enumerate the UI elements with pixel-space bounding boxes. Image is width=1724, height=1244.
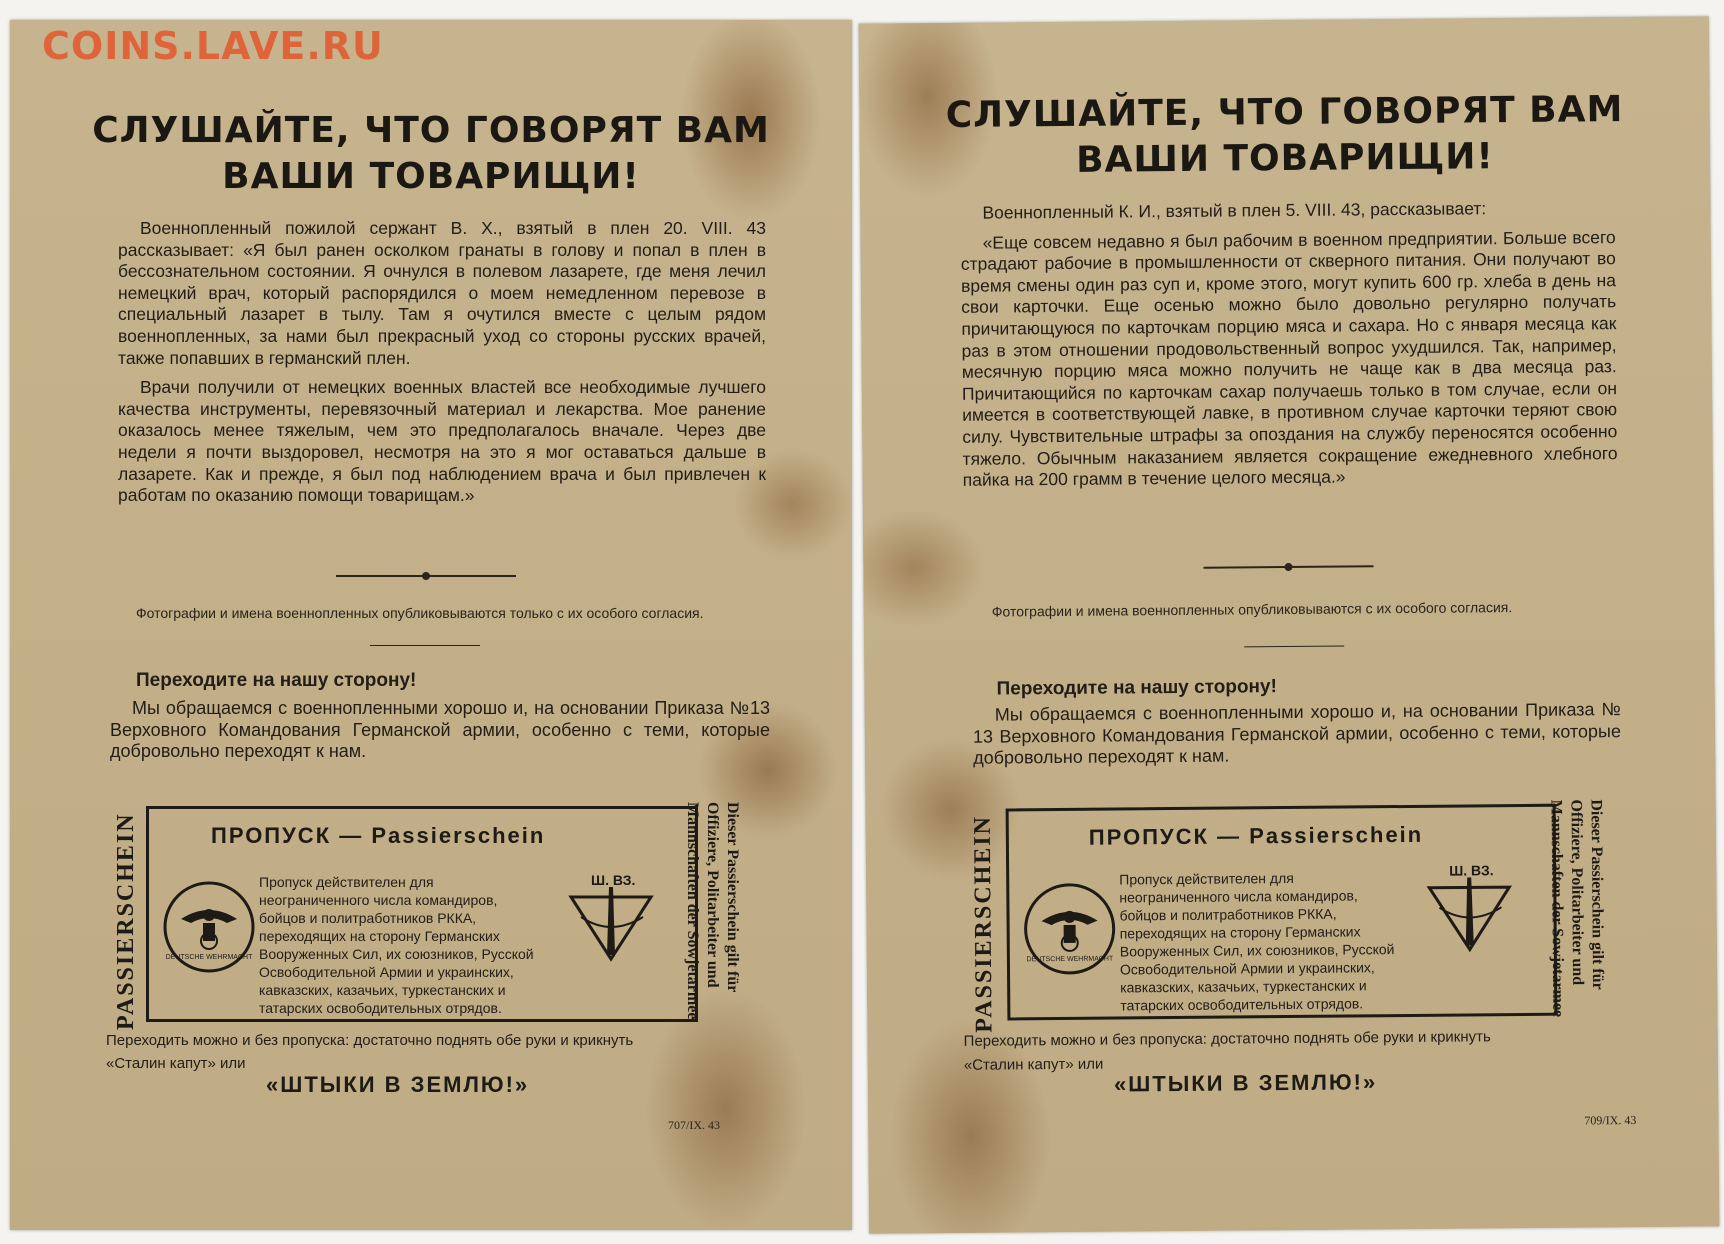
call-heading: Переходите на нашу сторону! [136,670,417,691]
leaflet-code: 707/IX. 43 [668,1118,720,1132]
ornamental-divider [1203,565,1373,568]
headline [859,86,1710,185]
pass-box [146,806,698,1022]
call-body: Мы обращаемся с военнопленными хорошо и, на основании Приказа № 13 Верховного Командования Германской армии, особенно с теми, которые добровольно переходят к нам. [972,699,1622,768]
short-rule [1244,646,1344,648]
emblem-caption: DEUTSCHE WEHRMACHT [1026,955,1114,964]
emblem2-caption: Ш. ВЗ. [591,872,636,888]
pass-text: Пропуск действителен для неограниченного числа командиров, бойцов и политработников РККА, переходящих на сторону Германских Вооруженных Сил, их союзников, Русской Освободительной Армии и украинских, кавказских, казачьих, туркестанских и татарских освободительных отрядов. [1119,869,1395,1014]
consent-note: Фотографии и имена военнопленных опубликовываются с их особого согласия. [991,599,1513,620]
testimony-paragraph-1: Военнопленный пожилой сержант В. Х., взятый в плен 20. VIII. 43 рассказывает: «Я был ранен осколком гранаты в голову и попал в плен в бессознательном состоянии. Я очнулся в полевом лазарете, где меня лечил немецкий врач, который распорядился о моем немедленном перевозе в специальный лазарет в тылу. Там я очутился вместе с целым рядом военнопленных, за нами был прекрасный уход со стороны русских врачей, также попавших в германский плен. [118,218,766,368]
passierschein-side-label: PASSIERSCHEIN [113,812,139,1030]
consent-note: Фотографии и имена военнопленных опубликовываются только с их особого согласия. [136,605,704,621]
slogan: «ШТЫКИ В ЗЕМЛЮ!» [266,1072,530,1097]
eagle-emblem-icon [161,879,257,975]
footer-instruction-2: «Сталин капут» или [963,1055,1104,1074]
pass-german-text: Dieser Passierschein gilt für Offiziere, Politarbeiter und Mannschaften der Sowjetarmee [1547,799,1607,1018]
passierschein-side-label: PASSIERSCHEIN [969,814,998,1033]
pass-text: Пропуск действителен для неограниченного числа командиров, бойцов и политработников РККА, переходящих на сторону Германских Вооруженных Сил, их союзников, Русской Освободительной Армии и украинских, кавказских, казачьих, туркестанских и татарских освободительных отрядов. [259,874,534,1016]
eagle-emblem-icon [1021,881,1118,978]
emblem-caption: DEUTSCHE WEHRMACHT [165,954,253,961]
headline-line-2: ВАШИ ТОВАРИЩИ! [222,156,640,197]
shield-emblem-icon [1419,857,1520,958]
testimony [118,218,766,515]
testimony [960,197,1618,499]
testimony-paragraph-2: Врачи получили от немецких военных властей все необходимые лучшего качества инструменты, перевязочный материал и лекарства. Мое ранение оказалось менее тяжелым, чем это предполагалось вначале. Через две недели я почти выздоровел, несмотря на это я мог оставаться дальше в лазарете. Как и прежде, я был под наблюдением врача и был привлечен к работам по оказанию помощи товарищам.» [118,377,766,506]
call-body: Мы обращаемся с военнопленными хорошо и, на основании Приказа №13 Верховного Командования Германской армии, особенно с теми, которые добровольно переходят к нам. [110,698,770,761]
leaflet-left: СЛУШАЙТЕ, ЧТО ГОВОРЯТ ВАМ ВАШИ ТОВАРИЩИ! Военнопленный пожилой сержант В. Х., взятый в плен 20. VIII. 43 рассказывает: «Я был ранен осколком гранаты в голову и попал в плен в бессознательном состоянии. Я очнулся в полевом лазарете, где меня лечил немецкий врач, который распорядился о моем немедленном перевозе в специальный лазарет в тылу. Там я очутился вместе с целым рядом военнопленных, за нами был прекрасный уход со стороны русских врачей, также попавших в германский плен. Врачи получили от немецких военных властей все необходимые лучшего качества инструменты, перевязочный материал и лекарства. Мое ранение оказалось менее тяжелым, чем это предполагалось вначале. Через две недели я почти выздоровел, несмотря на это я мог оставаться дальше в лазарете. Как и прежде, я был под наблюдением врача и был привлечен к работам по оказанию помощи товарищам.» Фотографии и имена военнопленных опубликовываются только с их особого согласия. Переходите на нашу сторону! Мы обращаемся с военнопленными хорошо и, на основании Приказа №13 Верховного Командования Германской армии, особенно с теми, которые добровольно переходят к нам. PASSIERSCHEIN ПРОПУСК — Passierschein DEUTSCHE WEHRMACHT Пропуск действителен для неограниченного числа командиров, бойцов и политработников РККА, переходящих на сторону Германских Вооруженных Сил, их союзников, Русской Освободительной Армии и украинских, кавказских, казачьих, туркестанских и татарских освободительных отрядов. Ш. ВЗ. Dieser Passierschein gilt für Offiziere, Politarbeiter und Mannschaften der Sowjetarmee Переходить можно и без пропуска: достаточно поднять обе руки и крикнуть «Сталин капут» или «ШТЫКИ В ЗЕМЛЮ!» 707/IX. 43 [10,20,852,1230]
headline-line-2: ВАШИ ТОВАРИЩИ! [1075,136,1494,181]
footer-instruction-2: «Сталин капут» или [106,1055,246,1072]
headline-line-1: СЛУШАЙТЕ, ЧТО ГОВОРЯТ ВАМ [92,110,770,151]
leaflet-right [859,16,1720,1233]
short-rule [370,645,480,646]
leaflet-code: 709/IX. 43 [1584,1112,1637,1128]
testimony-paragraph-2: «Еще совсем недавно я был рабочим в военном предприятии. Больше всего страдают рабочие в промышленности от скверного питания. Они получают во время смены один раз суп и, кроме этого, могут купить 600 гр. хлеба в день на свои карточки. Еще осенью можно было довольно регулярно получать причитающуюся по карточкам порцию мяса и сахара. Но с января месяца как раз в этом отношении продовольственный вопрос ухудшился. Так, например, месячную порцию мяса можно получить не чаще как в два месяца раз. Причитающийся по карточкам сахар получаешь только в том случае, если он имеется в соответствующей лавке, в противном случае карточки теряют свою силу. Чувствительные штрафы за опоздания на службу переносятся особенно тяжело. Обычным наказанием является сокращение ежедневного хлебного пайка на 200 грамм в течение целого месяца.» [960,226,1618,490]
headline [10,108,852,200]
footer-instruction: Переходить можно и без пропуска: достаточно поднять обе руки и крикнуть [106,1032,634,1049]
slogan: «ШТЫКИ В ЗЕМЛЮ!» [1113,1069,1378,1097]
call-heading: Переходите на нашу сторону! [996,676,1277,700]
pass-title: ПРОПУСК — Passierschein [1088,821,1424,850]
emblem2-caption: Ш. ВЗ. [1449,862,1494,879]
pass-title: ПРОПУСК — Passierschein [211,823,546,848]
ornamental-divider [336,575,516,577]
testimony-paragraph-1: Военнопленный К. И., взятый в плен 5. VIII. 43, рассказывает: [982,198,1487,223]
watermark: COINS.LAVE.RU [42,24,384,68]
shield-emblem-icon [561,867,661,967]
pass-box [1006,804,1558,1021]
footer-instruction: Переходить можно и без пропуска: достаточно поднять обе руки и крикнуть [963,1028,1491,1050]
headline-line-1: СЛУШАЙТЕ, ЧТО ГОВОРЯТ ВАМ [945,89,1624,136]
